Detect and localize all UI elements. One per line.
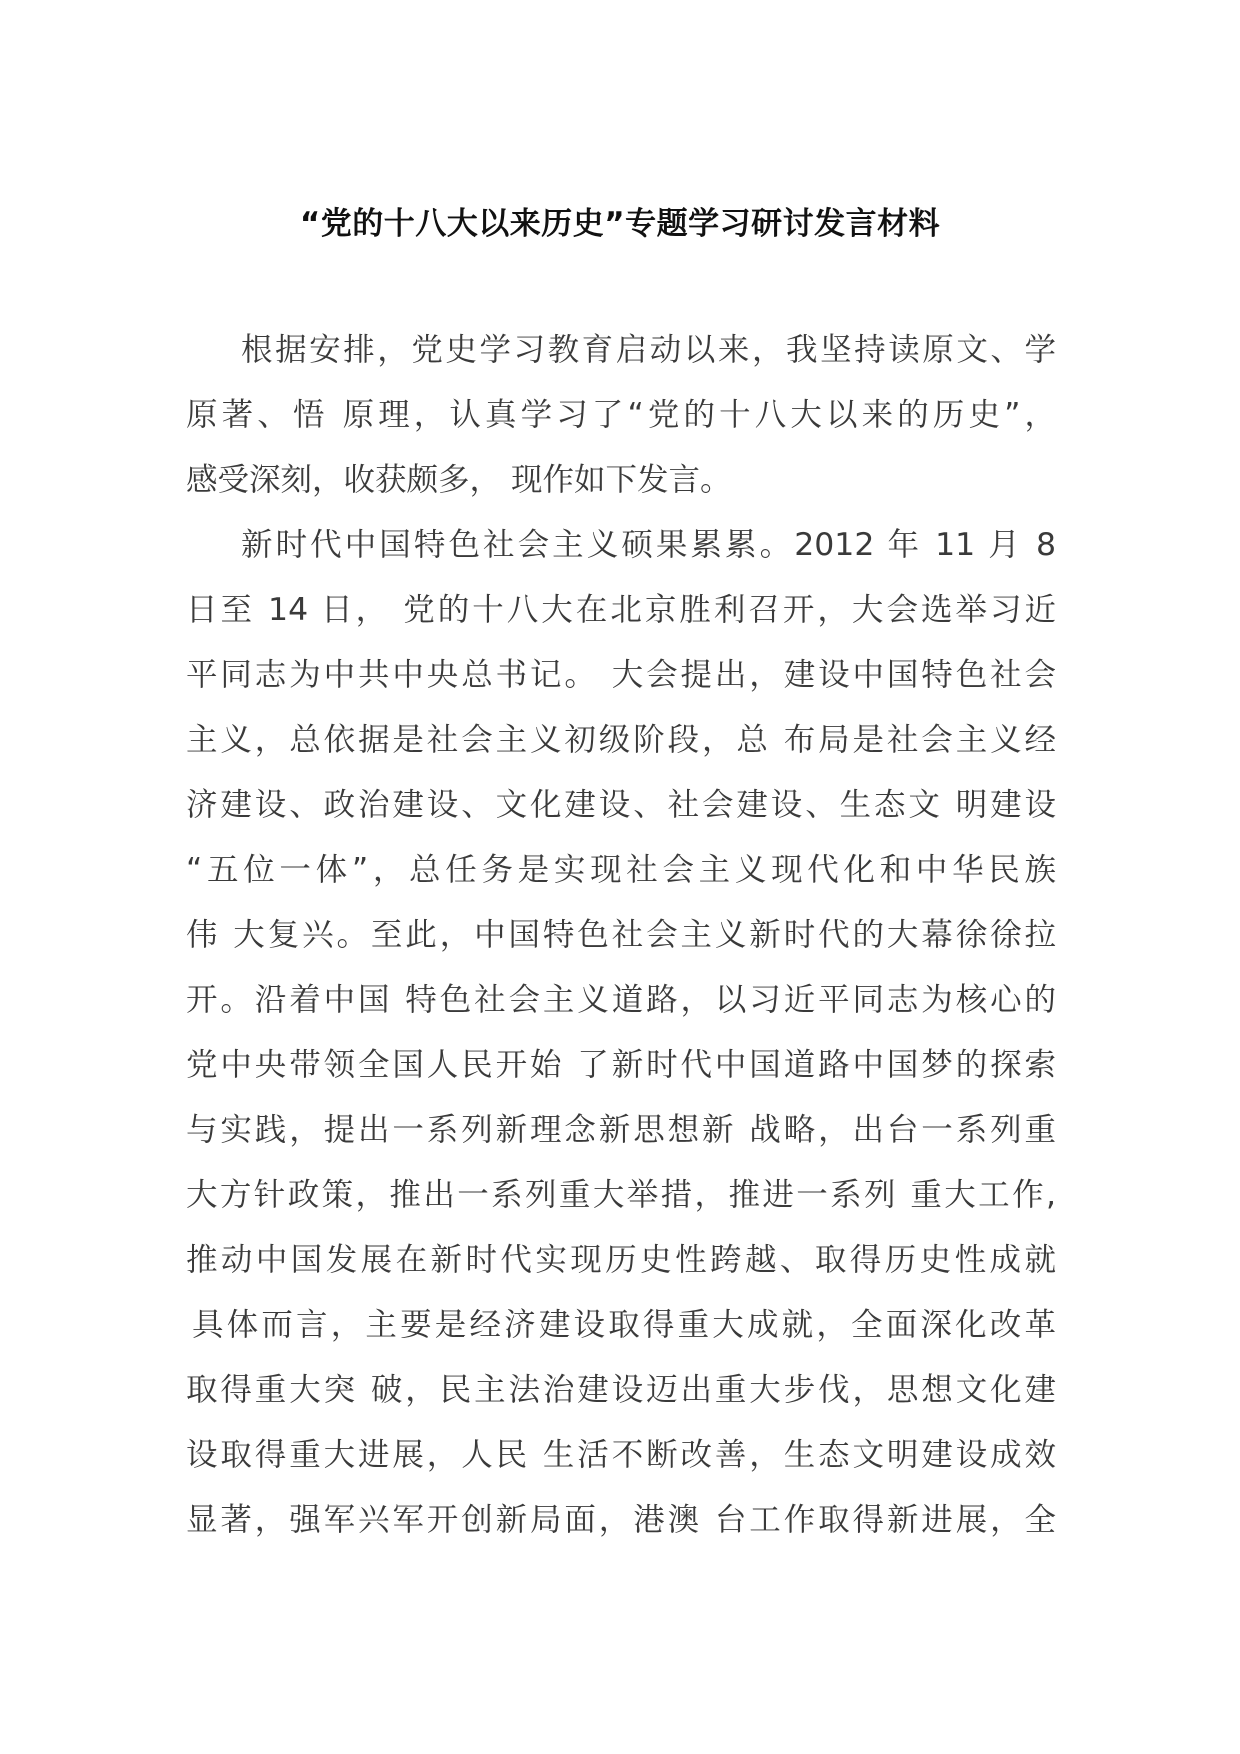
text-line: 党中央带领全国人民开始 了新时代中国道路中国梦的探索 (186, 1047, 1056, 1083)
text-line: 大方针政策，推出一系列重大举措，推进一系列 重大工作, (186, 1177, 1056, 1213)
text-line: 平同志为中共中央总书记。 大会提出，建设中国特色社会 (186, 657, 1056, 693)
text-line: 感受深刻，收获颇多， 现作如下发言。 (186, 462, 732, 498)
text-line: 设取得重大进展，人民 生活不断改善，生态文明建设成效 (186, 1437, 1056, 1473)
text-line: 新时代中国特色社会主义硕果累累。2012 年 11 月 8 (241, 527, 1056, 563)
text-line: 根据安排，党史学习教育启动以来，我坚持读原文、学 (241, 332, 1056, 368)
text-line: 开。沿着中国 特色社会主义道路，以习近平同志为核心的 (186, 982, 1056, 1018)
text-line: 具体而言，主要是经济建设取得重大成就，全面深化改革 (192, 1307, 1056, 1343)
document-title: “党的十八大以来历史”专题学习研讨发言材料 (299, 206, 941, 242)
text-line: 显著，强军兴军开创新局面，港澳 台工作取得新进展，全 (186, 1502, 1056, 1538)
text-line: 与实践，提出一系列新理念新思想新 战略，出台一系列重 (186, 1112, 1056, 1148)
text-line: “五位一体”，总任务是实现社会主义现代化和中华民族 (186, 852, 1056, 888)
text-line: 主义，总依据是社会主义初级阶段，总 布局是社会主义经 (186, 722, 1056, 758)
text-line: 伟 大复兴。至此，中国特色社会主义新时代的大幕徐徐拉 (186, 917, 1056, 953)
text-line: 济建设、政治建设、文化建设、社会建设、生态文 明建设 (186, 787, 1056, 823)
text-line: 取得重大突 破，民主法治建设迈出重大步伐，思想文化建 (186, 1372, 1056, 1408)
text-line: 日至 14 日， 党的十八大在北京胜利召开，大会选举习近 (186, 592, 1056, 628)
text-line: 原著、悟 原理，认真学习了“党的十八大以来的历史”， (186, 397, 1056, 433)
text-line: 推动中国发展在新时代实现历史性跨越、取得历史性成就 (186, 1242, 1056, 1278)
document-body (186, 318, 1056, 1553)
